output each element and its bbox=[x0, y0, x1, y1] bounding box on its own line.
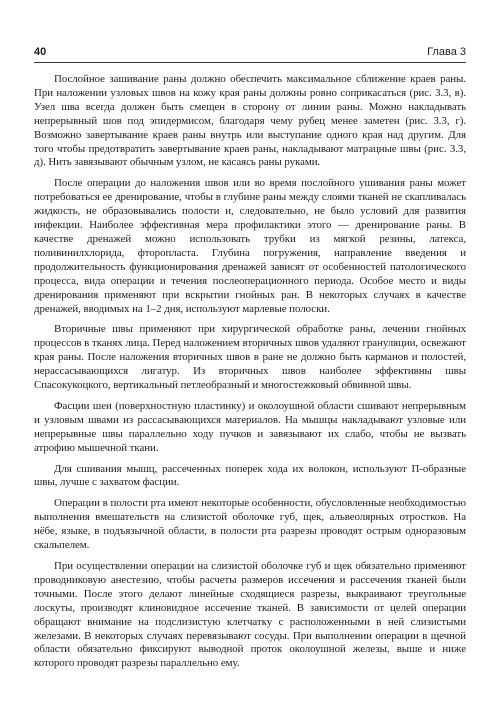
paragraph-fascia-muscles: Фасции шеи (поверхностную пластинку) и околоушной области сшивают непрерывным и узловым швами из рассасывающихся материалов. На мышцы накладывают узловые или непрерывные швы параллельно ходу пучков и завязывают их слабо, чтобы не вызвать атрофию мышечной ткани. bbox=[34, 399, 466, 454]
paragraph-mucosa-operations: При осуществлении операции на слизистой оболочке губ и щек обязательно применяют проводниковую анестезию, чтобы расчеты размеров иссечения и рассечения тканей были точными. После этого делают линейные сходящиеся разрезы, выкраивают треугольные лоскуты, производят клиновидное иссечение тканей. В зависимости от целей операции обращают внимание на подслизистую клетчатку с расположенными в ней слизистыми железами. В некоторых случаях перевязывают сосуды. При выполнении операции в щечной области обязательно фиксируют выводной проток околоушной железы, выше и ниже которого проводят разрезы параллельно ему. bbox=[34, 560, 466, 670]
chapter-title: Глава 3 bbox=[427, 46, 466, 58]
paragraph-layered-suturing: Послойное зашивание раны должно обеспечить максимальное сближение краев раны. При наложении узловых швов на кожу края раны должны ровно соприкасаться (рис. 3.3, в). Узел шва всегда должен быть смещен в сторону от линии раны. Можно накладывать непрерывный шов под эпидермисом, благодаря чему рубец менее заметен (рис. 3.3, г). Возможно завертывание краев раны внутрь или выступание одного края над другим. Для того чтобы предотвратить завертывание краев раны, накладывают матрацные швы (рис. 3.3, д). Нить завязывают обычным узлом, не касаясь раны руками. bbox=[34, 73, 466, 169]
paragraph-drainage: После операции до наложения швов или во время послойного ушивания раны может потребоваться ее дренирование, чтобы в глубине раны между слоями тканей не скапливалась жидкость, не образовывались полости и, следовательно, не было условий для развития инфекции. Наиболее эффективная мера профилактики этого — дренирование раны. В качестве дренажей можно использовать трубки из мягкой резины, латекса, поливинилхлорида, фторопласта. Глубина погружения, направление введения и продолжительность функционирования дренажей зависят от особенностей патологического процесса, вида операции и течения послеоперационного периода. Особое место и виды дренирования применяют при вскрытии гнойных ран. В некоторых случаях в качестве дренажей, вводимых на 1–2 дня, используют марлевые полоски. bbox=[34, 177, 466, 315]
page-number: 40 bbox=[34, 46, 47, 58]
running-header bbox=[34, 44, 466, 60]
paragraph-secondary-sutures: Вторичные швы применяют при хирургической обработке раны, лечении гнойных процессов в тканях лица. Перед наложением вторичных швов удаляют грануляции, освежают края раны. После наложения вторичных швов в ране не должно быть карманов и полостей, нерассасывающихся лигатур. Из вторичных швов наиболее эффективны швы Спасокукоцкого, вертикальный петлеобразный и многостежковый обвивной швы. bbox=[34, 323, 466, 392]
body-text bbox=[34, 73, 466, 671]
header-divider bbox=[34, 62, 466, 63]
paragraph-muscle-sutures: Для сшивания мышц, рассеченных поперек хода их волокон, используют П-образные швы, лучше с захватом фасции. bbox=[34, 462, 466, 489]
paragraph-oral-operations: Операции в полости рта имеют некоторые особенности, обусловленные необходимостью выполнения вмешательств на слизистой оболочке губ, щек, альвеолярных отростков. На нёбе, языке, в подъязычной области, в полости рта разрезы проводят острым одноразовым скальпелем. bbox=[34, 497, 466, 552]
